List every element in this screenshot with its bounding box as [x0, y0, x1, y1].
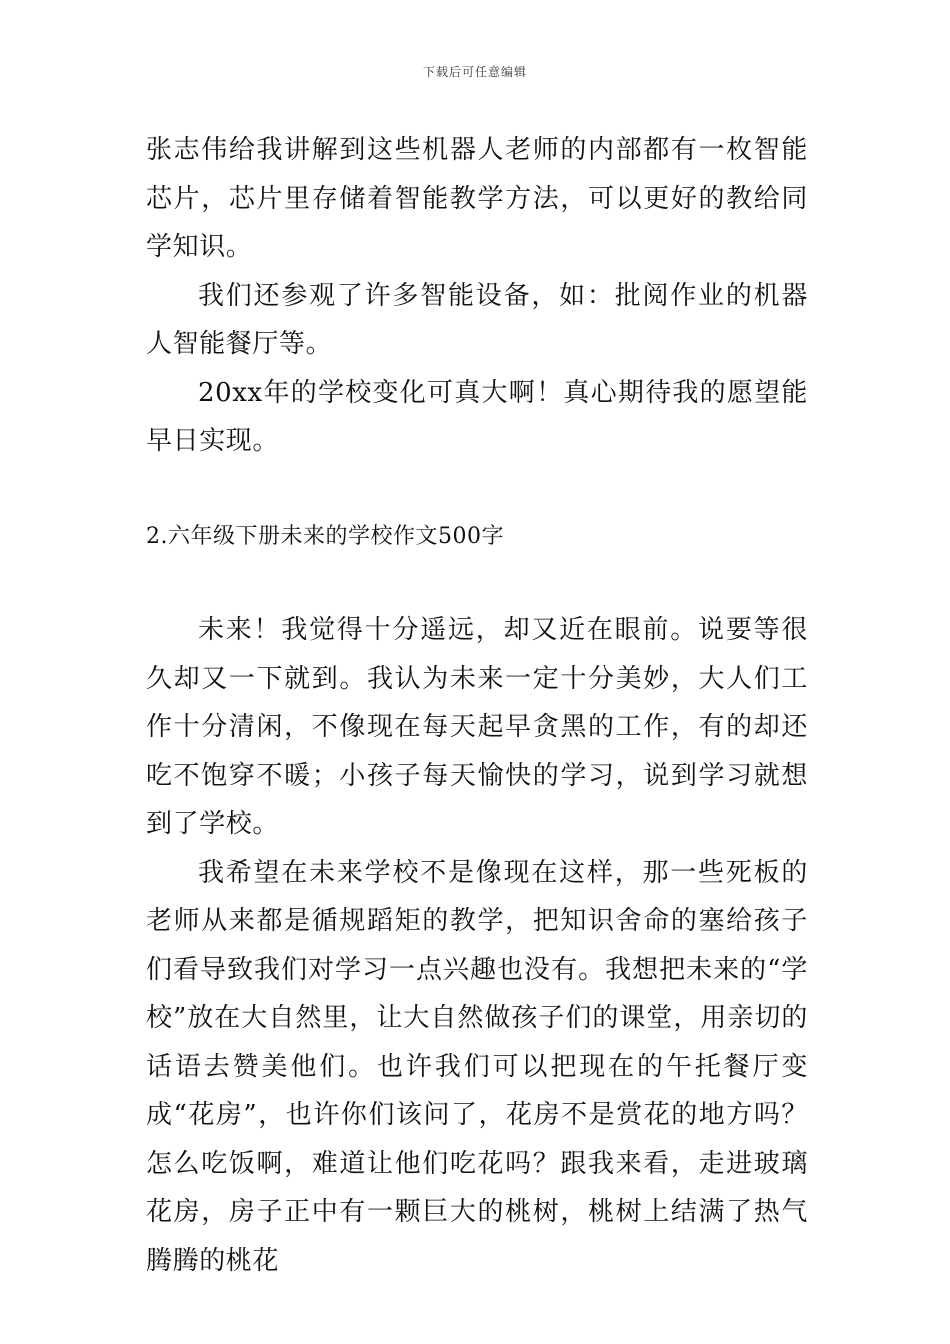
paragraph-continued: 张志伟给我讲解到这些机器人老师的内部都有一枚智能芯片，芯片里存储着智能教学方法，可以更好的教给同学知识。 — [146, 135, 808, 262]
page-header-note: 下载后可任意编辑 — [422, 65, 527, 79]
paragraph-school-change: 20xx年的学校变化可真大啊！真心期待我的愿望能早日实现。 — [146, 377, 808, 456]
paragraph-smart-devices: 我们还参观了许多智能设备，如：批阅作业的机器人智能餐厅等。 — [146, 280, 808, 359]
essay-title: 2.六年级下册未来的学校作文500字 — [146, 523, 504, 549]
paragraph-future-intro: 未来！我觉得十分遥远，却又近在眼前。说要等很久却又一下就到。我认为未来一定十分美妙，大人们工作十分清闲，不像现在每天起早贪黑的工作，有的却还吃不饱穿不暖；小孩子每天愉快的学习，说到学习就想到了学校。 — [146, 615, 808, 839]
paragraph-future-school: 我希望在未来学校不是像现在这样，那一些死板的老师从来都是循规蹈矩的教学，把知识舍命的塞给孩子们看导致我们对学习一点兴趣也没有。我想把未来的“学校”放在大自然里，让大自然做孩子们的课堂，用亲切的话语去赞美他们。也许我们可以把现在的午托餐厅变成“花房”，也许你们该问了，花房不是赏花的地方吗？怎么吃饭啊，难道让他们吃花吗？跟我来看，走进玻璃花房，房子正中有一颗巨大的桃树，桃树上结满了热气腾腾的桃花 — [146, 857, 808, 1276]
document-body — [146, 126, 808, 1285]
